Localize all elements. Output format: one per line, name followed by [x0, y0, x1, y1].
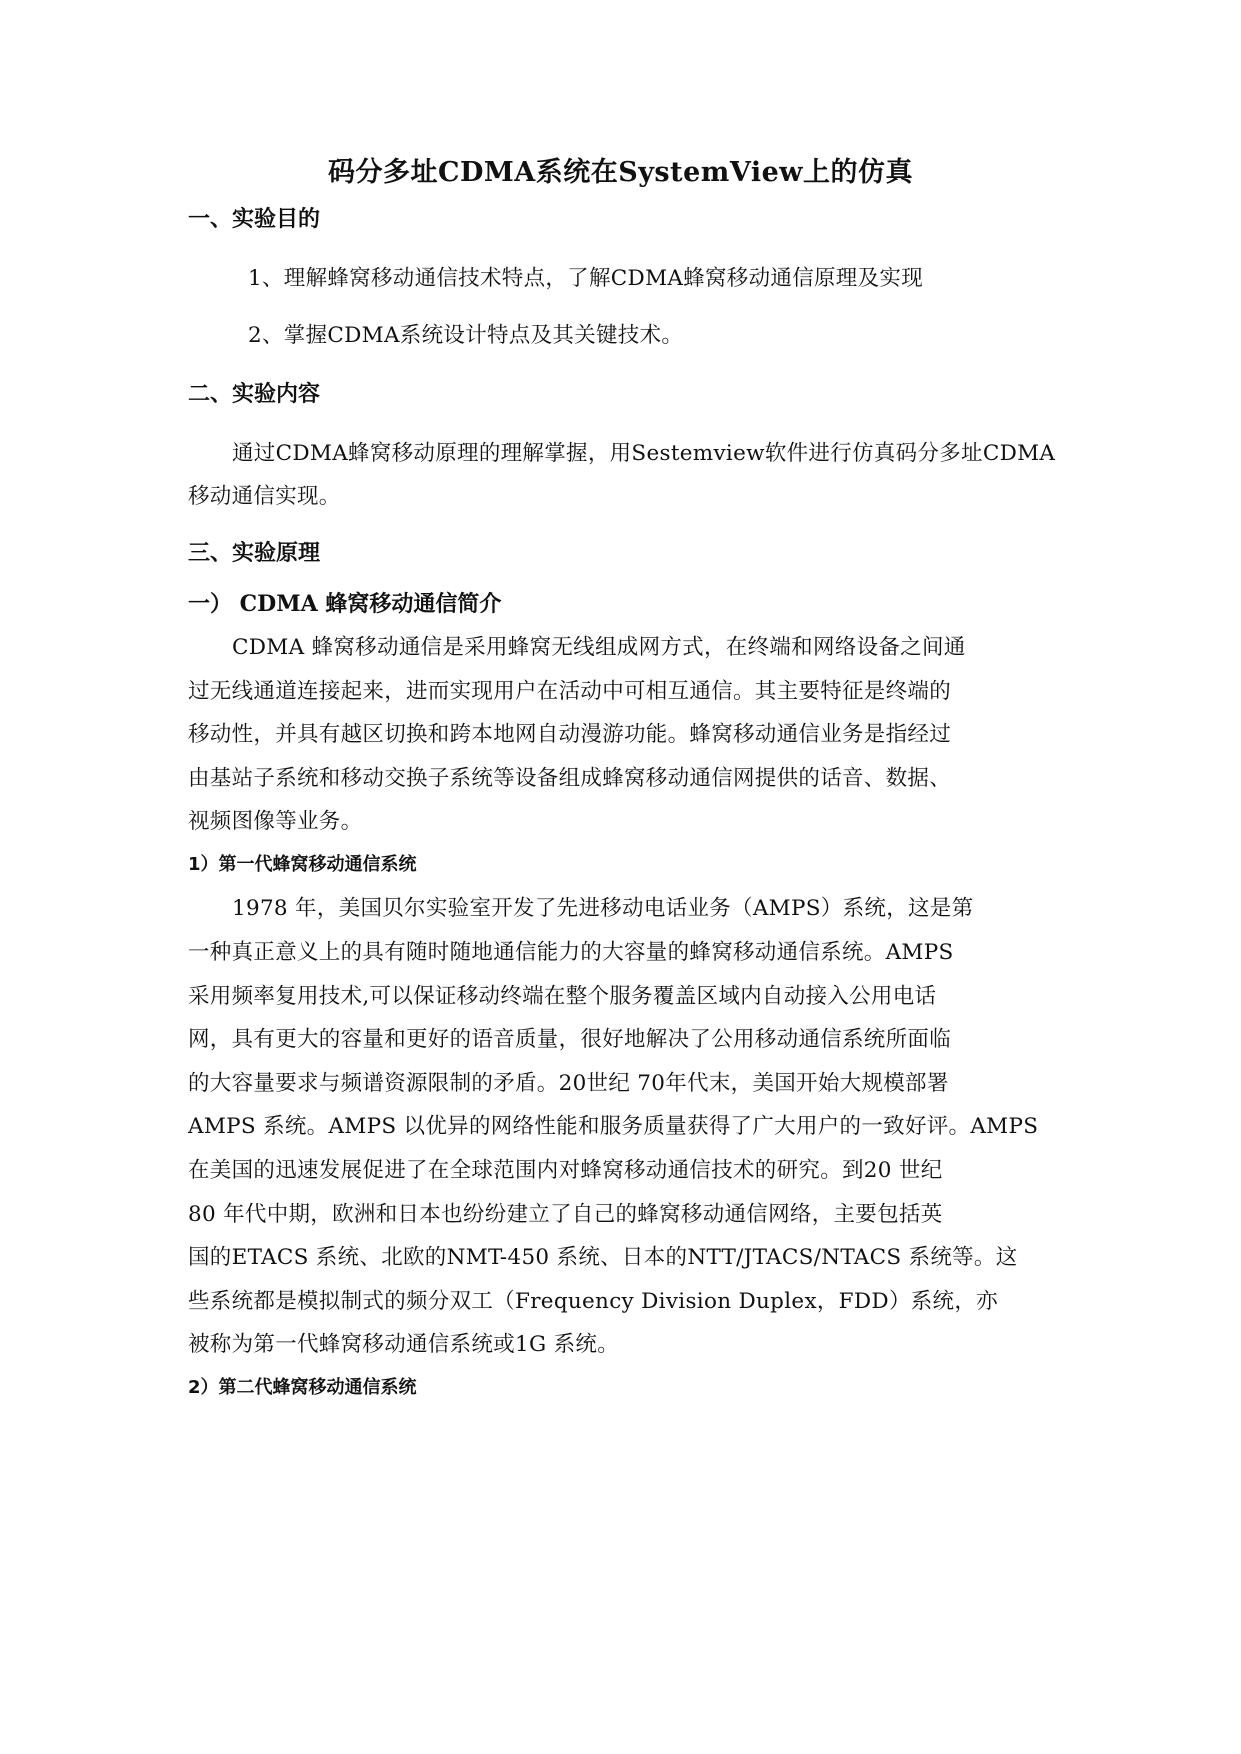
intro-paragraph-line: 由基站子系统和移动交换子系统等设备组成蜂窝移动通信网提供的话音、数据、 — [188, 766, 952, 791]
1g-paragraph-line: 在美国的迅速发展促进了在全球范围内对蜂窝移动通信技术的研究。到20 世纪 — [188, 1158, 943, 1183]
1g-paragraph-line: 被称为第一代蜂窝移动通信系统或1G 系统。 — [188, 1332, 619, 1357]
1g-paragraph-line: 1978 年，美国贝尔实验室开发了先进移动电话业务（AMPS）系统，这是第 — [232, 896, 974, 921]
1g-paragraph-line: 国的ETACS 系统、北欧的NMT-450 系统、日本的NTT/JTACS/NTACS 系统等。这 — [188, 1245, 1018, 1270]
section-heading-purpose: 一、实验目的 — [188, 207, 321, 232]
1g-paragraph-line: 80 年代中期，欧洲和日本也纷纷建立了自己的蜂窝移动通信网络，主要包括英 — [188, 1202, 943, 1227]
intro-paragraph-line: CDMA 蜂窝移动通信是采用蜂窝无线组成网方式，在终端和网络设备之间通 — [232, 635, 966, 660]
intro-paragraph-line: 过无线通道连接起来，进而实现用户在活动中可相互通信。其主要特征是终端的 — [188, 679, 952, 704]
1g-paragraph-line: AMPS 系统。AMPS 以优异的网络性能和服务质量获得了广大用户的一致好评。AMPS — [188, 1114, 1039, 1139]
subsection-heading-1g: 1）第一代蜂窝移动通信系统 — [188, 854, 417, 875]
document-title: 码分多址CDMA系统在SystemView上的仿真 — [328, 157, 913, 188]
intro-paragraph-line: 视频图像等业务。 — [188, 809, 363, 834]
1g-paragraph-line: 网，具有更大的容量和更好的语音质量，很好地解决了公用移动通信系统所面临 — [188, 1027, 952, 1052]
subsection-heading-cdma-intro: 一） CDMA 蜂窝移动通信简介 — [188, 591, 502, 617]
1g-paragraph-line: 采用频率复用技术,可以保证移动终端在整个服务覆盖区域内自动接入公用电话 — [188, 984, 937, 1009]
1g-paragraph-line: 一种真正意义上的具有随时随地通信能力的大容量的蜂窝移动通信系统。AMPS — [188, 940, 954, 965]
1g-paragraph-line: 些系统都是模拟制式的频分双工（Frequency Division Duplex，FDD）系统，亦 — [188, 1289, 998, 1314]
purpose-item-1: 1、理解蜂窝移动通信技术特点，了解CDMA蜂窝移动通信原理及实现 — [248, 266, 924, 291]
subsection-heading-2g: 2）第二代蜂窝移动通信系统 — [188, 1377, 417, 1398]
section-heading-content: 二、实验内容 — [188, 382, 321, 407]
content-paragraph-line: 移动通信实现。 — [188, 484, 341, 509]
section-heading-principle: 三、实验原理 — [188, 541, 321, 566]
content-paragraph-line: 通过CDMA蜂窝移动原理的理解掌握，用Sestemview软件进行仿真码分多址CDMA — [232, 441, 1056, 466]
intro-paragraph-line: 移动性，并具有越区切换和跨本地网自动漫游功能。蜂窝移动通信业务是指经过 — [188, 722, 952, 747]
1g-paragraph-line: 的大容量要求与频谱资源限制的矛盾。20世纪 70年代末，美国开始大规模部署 — [188, 1071, 949, 1096]
purpose-item-2: 2、掌握CDMA系统设计特点及其关键技术。 — [248, 323, 684, 348]
